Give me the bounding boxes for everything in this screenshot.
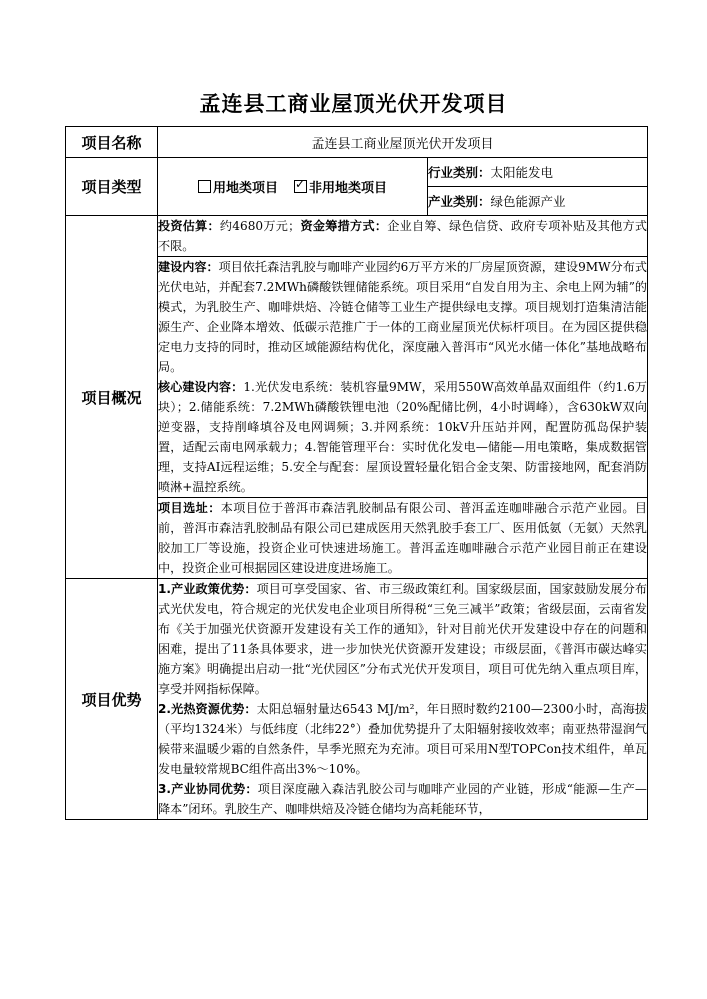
project-type-label: 项目类型 — [66, 158, 158, 216]
row-overview-investment — [66, 216, 648, 257]
option-land[interactable]: 用地类项目 — [198, 177, 278, 196]
project-type-options — [158, 158, 428, 216]
industry-category: 行业类别：太阳能发电 — [428, 158, 648, 187]
overview-label: 项目概况 — [66, 216, 158, 579]
unchecked-box-icon — [198, 180, 211, 193]
page-title: 孟连县工商业屋顶光伏开发项目 — [199, 91, 508, 116]
advantages-paragraph: 1.产业政策优势：项目可享受国家、省、市三级政策红利。国家级层面，国家鼓励发展分布式光伏发电，符合规定的光伏发电企业项目所得税“三免三减半”政策；省级层面，云南省发布《关于加强光伏资源开发建设有关工作的通知》，针对目前光伏开发建设中存在的问题和困难，提出了11条具体要求，进一步加快光伏资源开发建设；市级层面，《普洱市碳达峰实施方案》明确提出启动一批“光伏园区”分布式光伏开发项目，项目可优先纳入重点项目库，享受并网指标保障。 2.光热资源优势：太阳总辐射量达6543 MJ/m²，年日照时数约2100—2300小时，高海拔（平均1324米）与低纬度（北纬22°）叠加优势提升了太阳辐射接收效率；南亚热带湿润气候带来温暖少霜的自然条件，旱季光照充为充沛。项目可采用N型TOPCon技术组件，单瓦发电量较常规BC组件高出3%～10%。 3.产业协同优势：项目深度融入森洁乳胶公司与咖啡产业园的产业链，形成“能源—生产—降本”闭环。乳胶生产、咖啡烘焙及冷链仓储均为高耗能环节， — [158, 579, 648, 820]
row-advantages — [66, 579, 648, 820]
row-project-type — [66, 158, 648, 187]
advantages-label: 项目优势 — [66, 579, 158, 820]
project-name-value: 孟连县工商业屋顶光伏开发项目 — [158, 127, 648, 158]
investment-paragraph: 投资估算：约4680万元；资金筹措方式：企业自筹、绿色信贷、政府专项补贴及其他方式不限。 — [158, 216, 648, 257]
checked-box-icon — [294, 180, 307, 193]
sector-category: 产业类别：绿色能源产业 — [428, 187, 648, 216]
option-nonland[interactable]: ✓ 非用地类项目 — [294, 177, 387, 196]
row-project-name — [66, 127, 648, 158]
project-name-label: 项目名称 — [66, 127, 158, 158]
content-paragraph: 建设内容：项目依托森洁乳胶与咖啡产业园约6万平方米的厂房屋顶资源，建设9MW分布式光伏电站，并配套7.2MWh磷酸铁锂储能系统。项目采用“自发自用为主、余电上网为辅”的模式，为乳胶生产、咖啡烘焙、冷链仓储等工业生产提供绿电支撑。项目规划打造集清洁能源生产、企业降本增效、低碳示范推广于一体的工商业屋顶光伏标杆项目。在为园区提供稳定电力支持的同时，推动区域能源结构优化，深度融入普洱市“风光水储一体化”基地战略布局。 核心建设内容：1.光伏发电系统：装机容量9MW，采用550W高效单晶双面组件（约1.6万块）；2.储能系统：7.2MWh磷酸铁锂电池（20%配储比例，4小时调峰），含630kW双向逆变器，支持削峰填谷及电网调频；3.并网系统：10kV升压站并网，配置防孤岛保护装置，适配云南电网承载力；4.智能管理平台：实时优化发电—储能—用电策略，集成数据管理，支持AI远程运维；5.安全与配套：屋顶设置轻量化铝合金支架、防雷接地网，配套消防喷淋+温控系统。 — [158, 257, 648, 498]
site-paragraph: 项目选址：本项目位于普洱市森洁乳胶制品有限公司、普洱孟连咖啡融合示范产业园。目前，普洱市森洁乳胶制品有限公司已建成医用天然乳胶手套工厂、医用低氨（无氨）天然乳胶加工厂等设施，投资企业可快速进场施工。普洱孟连咖啡融合示范产业园目前正在建设中，投资企业可根据园区建设进度进场施工。 — [158, 498, 648, 579]
project-table — [65, 126, 648, 820]
